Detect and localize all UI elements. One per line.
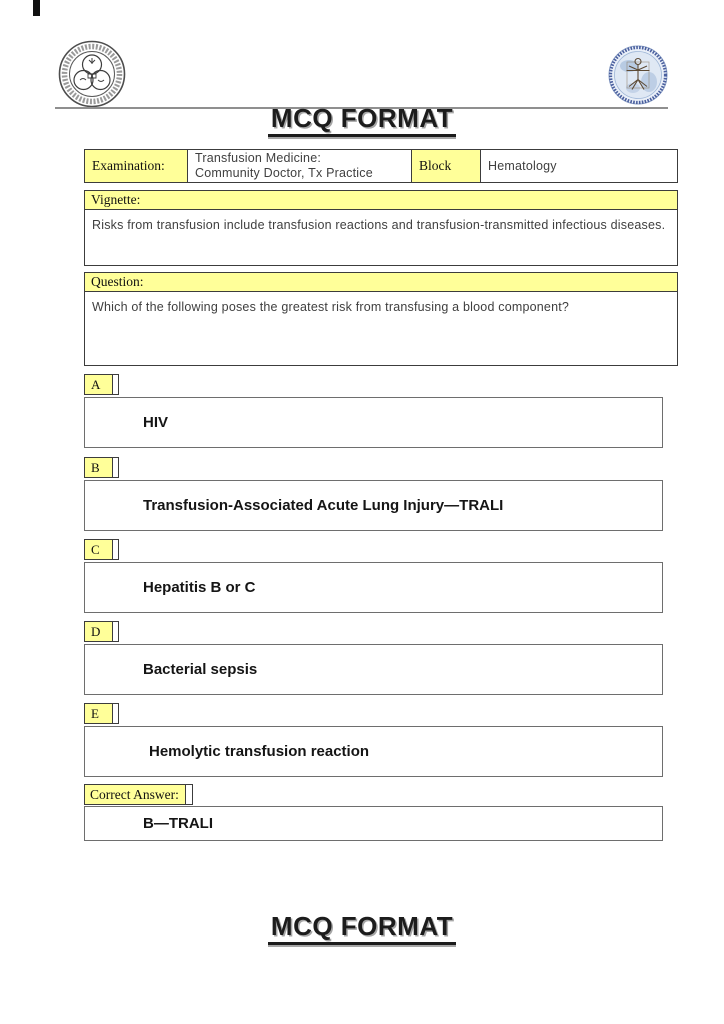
question-text: Which of the following poses the greatest risk from transfusing a blood component? (92, 300, 570, 314)
option-e-label (84, 703, 119, 724)
option-c-label-spacer (113, 539, 119, 560)
university-seal-logo (58, 40, 126, 113)
option-a-label (84, 374, 119, 395)
question-header: Question: (84, 272, 678, 292)
vignette-header: Vignette: (84, 190, 678, 210)
correct-answer-text: B—TRALI (143, 815, 213, 832)
footer-title-wrap (0, 912, 724, 945)
option-e-box (84, 726, 663, 777)
option-e-text: Hemolytic transfusion reaction (149, 743, 370, 760)
footer-title: MCQ FORMAT (268, 912, 456, 945)
option-a-box (84, 397, 663, 448)
option-b-text: Transfusion-Associated Acute Lung Injury—TRALI (143, 497, 504, 514)
option-d-text: Bacterial sepsis (143, 661, 258, 678)
option-a-text: HIV (143, 414, 169, 431)
option-e-label-spacer (113, 703, 119, 724)
vignette-section (84, 190, 678, 266)
correct-answer-label: Correct Answer: (84, 784, 186, 805)
correct-answer-label-spacer (186, 784, 193, 805)
vignette-body (84, 210, 678, 266)
question-body (84, 292, 678, 366)
option-b-letter: B (84, 457, 113, 478)
block-value (481, 150, 677, 182)
option-d-label-spacer (113, 621, 119, 642)
block-label: Block (412, 150, 481, 182)
question-section (84, 272, 678, 366)
option-a-letter: A (84, 374, 113, 395)
page-title-wrap (0, 104, 724, 137)
examination-value (188, 150, 412, 182)
option-b-box (84, 480, 663, 531)
block-value-text: Hematology (488, 159, 557, 173)
option-d-letter: D (84, 621, 113, 642)
option-a-label-spacer (113, 374, 119, 395)
option-b-label-spacer (113, 457, 119, 478)
option-c-label (84, 539, 119, 560)
option-b-label (84, 457, 119, 478)
vignette-text: Risks from transfusion include transfusion reactions and transfusion-transmitted infectious diseases. (92, 218, 666, 232)
option-b (84, 457, 664, 534)
vitruvian-globe-logo (607, 44, 669, 111)
option-e-letter: E (84, 703, 113, 724)
correct-answer-box (84, 806, 663, 841)
option-e (84, 703, 664, 780)
page-title: MCQ FORMAT (268, 104, 456, 137)
option-d-box (84, 644, 663, 695)
option-c-text: Hepatitis B or C (143, 579, 256, 596)
option-d-label (84, 621, 119, 642)
examination-value-line2: Community Doctor, Tx Practice (195, 166, 373, 180)
correct-answer-label-row (84, 784, 193, 805)
option-a (84, 374, 664, 451)
scan-artifact-mark (33, 0, 40, 16)
examination-value-line1: Transfusion Medicine: (195, 151, 322, 165)
option-c-letter: C (84, 539, 113, 560)
option-c-box (84, 562, 663, 613)
examination-label: Examination: (85, 150, 188, 182)
option-d (84, 621, 664, 698)
option-c (84, 539, 664, 616)
examination-table (84, 149, 678, 183)
